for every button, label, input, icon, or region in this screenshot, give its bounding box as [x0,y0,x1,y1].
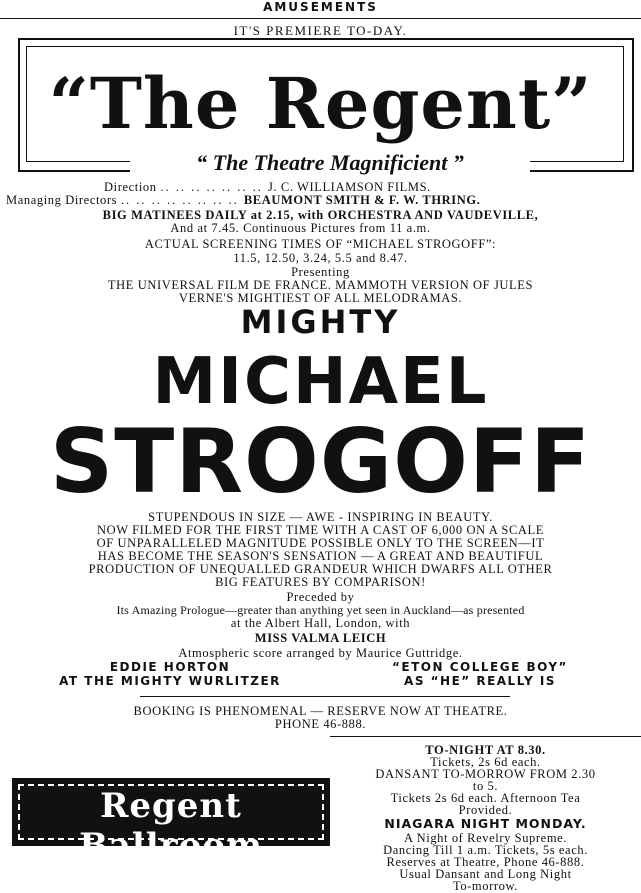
managing-value: BEAUMONT SMITH & F. W. THRING. [243,193,481,207]
matinees-line-1: BIG MATINEES DAILY at 2.15, with ORCHESTRA AND VAUDEVILLE, [102,208,539,222]
theatre-name-text: The Regent [89,62,552,145]
prologue-line-2: at the Albert Hall, London, with [230,616,411,630]
premiere-line: IT'S PREMIERE TO-DAY. [233,23,408,38]
description-line-1: STUPENDOUS IN SIZE — AWE - INSPIRING IN BEAUTY. [148,510,493,524]
close-quote: ” [551,62,593,145]
direction-value: J. C. WILLIAMSON FILMS. [267,180,431,194]
description-line-4: HAS BECOME THE SEASON'S SENSATION — A GREAT AND BEAUTIFUL [97,549,544,563]
booking-line-2: PHONE 46-888. [274,717,367,731]
theatre-tagline: “ The Theatre Magnificient ” [130,150,530,176]
feature-strogoff: STROGOFF [49,410,592,513]
ballroom-tickets-1: Tickets, 2s 6d each. [430,755,541,769]
ballroom-niagara: NIAGARA NIGHT MONDAY. [384,816,587,831]
feature-michael: MICHAEL [152,345,489,419]
act-left-line-2: AT THE MIGHTY WURLITZER [59,674,281,688]
header-rule [0,18,641,19]
prologue-score: Atmospheric score arranged by Maurice Guttridge. [178,646,463,660]
booking-line-1: BOOKING IS PHENOMENAL — RESERVE NOW AT THEATRE. [133,704,508,718]
ballroom-usual: Usual Dansant and Long Night [399,867,572,881]
ballroom-dancing: Dancing Till 1 a.m. Tickets, 5s each. [383,843,588,857]
ballroom-logo [12,778,330,866]
act-left-line-1: EDDIE HORTON [109,660,231,674]
ballroom-tomorrow: To-morrow. [452,879,519,893]
ballroom-rule [330,736,641,737]
matinees-line-2: And at 7.45. Continuous Pictures from 11 a.m. [170,221,431,235]
prologue-line-1: Its Amazing Prologue—greater than anything yet seen in Auckland—as presented [116,603,525,617]
description-line-2: NOW FILMED FOR THE FIRST TIME WITH A CAST OF 6,000 ON A SCALE [96,523,545,537]
presenting-label: Presenting [291,265,350,279]
description-line-6: BIG FEATURES BY COMPARISON! [215,575,426,589]
section-header: AMUSEMENTS [263,0,378,14]
managing-line: Managing Directors .. .. .. .. .. .. .. .. BEAUMONT SMITH & F. W. THRING. [6,193,481,207]
ballroom-provided: Provided. [458,803,513,817]
ballroom-tonight: TO-NIGHT AT 8.30. [425,743,546,757]
booking-rule [140,696,510,697]
ballroom-logo-text: Regent Ballroom [79,786,263,866]
screening-line-1: ACTUAL SCREENING TIMES OF “MICHAEL STROGOFF”: [144,237,497,251]
description-line-5: PRODUCTION OF UNEQUALLED GRANDEUR WHICH DWARFS ALL OTHER [88,562,553,576]
theatre-name [0,64,641,144]
presenting-line-1: THE UNIVERSAL FILM DE FRANCE. MAMMOTH VERSION OF JULES [107,278,534,292]
ballroom-reserves: Reserves at Theatre, Phone 46-888. [386,855,585,869]
act-right-line-2: AS “HE” REALLY IS [404,674,556,688]
ballroom-to5: to 5. [472,779,499,793]
ballroom-details [330,744,641,892]
description-line-3: OF UNPARALLELED MAGNITUDE POSSIBLE ONLY TO THE SCREEN—IT [96,536,545,550]
open-quote: “ [48,62,90,145]
ballroom-revelry: A Night of Revelry Supreme. [403,831,568,845]
presenting-line-2: VERNE'S MIGHTIEST OF ALL MELODRAMAS. [178,291,463,305]
managing-label: Managing Directors [6,193,118,207]
screening-line-2: 11.5, 12.50, 3.24, 5.5 and 8.47. [233,251,408,265]
feature-mighty: MIGHTY [240,303,401,341]
act-right-line-1: “ETON COLLEGE BOY” [392,660,568,674]
direction-line: Direction .. .. .. .. .. .. .. J. C. WILLIAMSON FILMS. [104,180,431,194]
prologue-label: Preceded by [286,590,355,604]
prologue-singer: MISS VALMA LEICH [254,631,387,645]
direction-label: Direction [104,180,157,194]
ballroom-tickets-2: Tickets 2s 6d each. Afternoon Tea [390,791,581,805]
ballroom-dansant: DANSANT TO-MORROW FROM 2.30 [375,767,596,781]
